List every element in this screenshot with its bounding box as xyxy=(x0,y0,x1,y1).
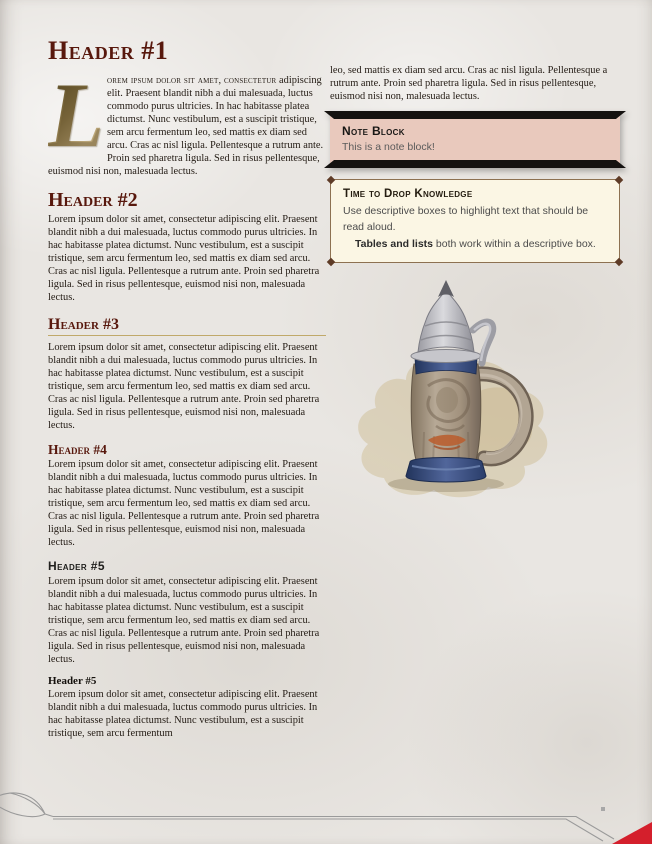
right-column xyxy=(330,38,620,281)
page-footer-ornament xyxy=(0,784,652,844)
header-3: Header #3 xyxy=(48,316,326,336)
beer-stein-image xyxy=(340,268,580,502)
stein-illustration xyxy=(340,268,580,502)
footer-square-dot xyxy=(601,807,605,811)
footer-line xyxy=(53,817,614,842)
note-border-bottom xyxy=(324,160,626,168)
corner-diamond-icon xyxy=(615,176,623,184)
descriptive-box xyxy=(330,179,620,263)
descriptive-box-line2 xyxy=(343,236,607,252)
note-border-top xyxy=(324,111,626,119)
section-5-paragraph: Lorem ipsum dolor sit amet, consectetur adipiscing elit. Praesent blandit nibh a dui malesuada, luctus commodo purus ultricies. In hac habitasse platea dictumst. Nunc vestibulum, est a suscipit tristique, sem arcu fermentum leo, sed mattis ex diam sed arcu. Cras ac nisl ligula. Pellentesque a rutrum ante. Proin sed pharetra ligula. Sed in risus pellentesque, euismod nisi non, malesuada lectus. xyxy=(48,576,320,666)
corner-diamond-icon xyxy=(327,176,335,184)
paragraph-text: adipiscing elit. Praesent blandit nibh a dui malesuada, luctus commodo purus ultricies. In hac habitasse platea dictumst. Nunc vestibulum, est a suscipit tristique, sem arcu fermentum leo, sed mattis ex diam sed arcu. Cras ac nisl ligula. Pellentesque a rutrum ante. Proin sed pharetra ligula. Sed in risus pellentesque, euismod nisi non, malesuada lectus. xyxy=(48,75,324,177)
note-block-body xyxy=(330,116,620,163)
corner-diamond-icon xyxy=(615,258,623,266)
section-3-paragraph: Lorem ipsum dolor sit amet, consectetur adipiscing elit. Praesent blandit nibh a dui malesuada, luctus commodo purus ultricies. In hac habitasse platea dictumst. Nunc vestibulum, est a suscipit tristique, sem arcu fermentum leo, sed mattis ex diam sed arcu. Cras ac nisl ligula. Pellentesque a rutrum ante. Proin sed pharetra ligula. Sed in risus pellentesque, euismod nisi non, malesuada lectus. xyxy=(48,341,320,431)
header-4: Header #4 xyxy=(48,441,107,457)
descriptive-box-bold-lead: Tables and lists xyxy=(355,237,433,250)
note-title: Note Block xyxy=(342,124,405,138)
paragraph-lead-smallcaps: orem ipsum dolor sit amet, consectetur xyxy=(107,75,277,86)
note-block xyxy=(330,116,620,163)
dropcap-letter: L xyxy=(48,64,105,166)
leaf-flourish-icon xyxy=(0,793,53,817)
header-1: Header #1 xyxy=(48,36,169,65)
dropcap-paragraph xyxy=(48,64,326,178)
red-corner-triangle xyxy=(612,822,652,844)
left-column xyxy=(48,38,326,740)
header-5: Header #5 xyxy=(48,559,105,574)
section-6-paragraph-truncated: Lorem ipsum dolor sit amet, consectetur adipiscing elit. Praesent blandit nibh a dui malesuada, luctus commodo purus ultricies. In hac habitasse platea dictumst. Nunc vestibulum, est a suscipit tristique, sem arcu fermentum xyxy=(48,689,318,740)
descriptive-box-title: Time to Drop Knowledge xyxy=(343,188,473,201)
continuation-paragraph: leo, sed mattis ex diam sed arcu. Cras ac nisl ligula. Pellentesque a rutrum ante. Proin sed pharetra ligula. Sed in risus pellentesque, euismod nisi non, malesuada lectus. xyxy=(330,65,608,102)
descriptive-box-line2-rest: both work within a descriptive box. xyxy=(433,237,596,250)
header-6: Header #5 xyxy=(48,675,97,688)
section-4-paragraph: Lorem ipsum dolor sit amet, consectetur adipiscing elit. Praesent blandit nibh a dui malesuada, luctus commodo purus ultricies. In hac habitasse platea dictumst. Nunc vestibulum, est a suscipit tristique, sem arcu fermentum leo, sed mattis ex diam sed arcu. Cras ac nisl ligula. Pellentesque a rutrum ante. Proin sed pharetra ligula. Sed in risus pellentesque, euismod nisi non, malesuada lectus. xyxy=(48,459,320,549)
corner-diamond-icon xyxy=(327,258,335,266)
note-text: This is a note block! xyxy=(342,141,435,153)
descriptive-box-line1: Use descriptive boxes to highlight text that should be read aloud. xyxy=(343,205,589,234)
header-2: Header #2 xyxy=(48,189,138,211)
section-2-paragraph: Lorem ipsum dolor sit amet, consectetur adipiscing elit. Praesent blandit nibh a dui malesuada, luctus commodo purus ultricies. In hac habitasse platea dictumst. Nunc vestibulum, est a suscipit tristique, sem arcu fermentum leo, sed mattis ex diam sed arcu. Cras ac nisl ligula. Pellentesque a rutrum ante. Proin sed pharetra ligula. Sed in risus pellentesque, euismod nisi non, malesuada lectus. xyxy=(48,214,320,303)
